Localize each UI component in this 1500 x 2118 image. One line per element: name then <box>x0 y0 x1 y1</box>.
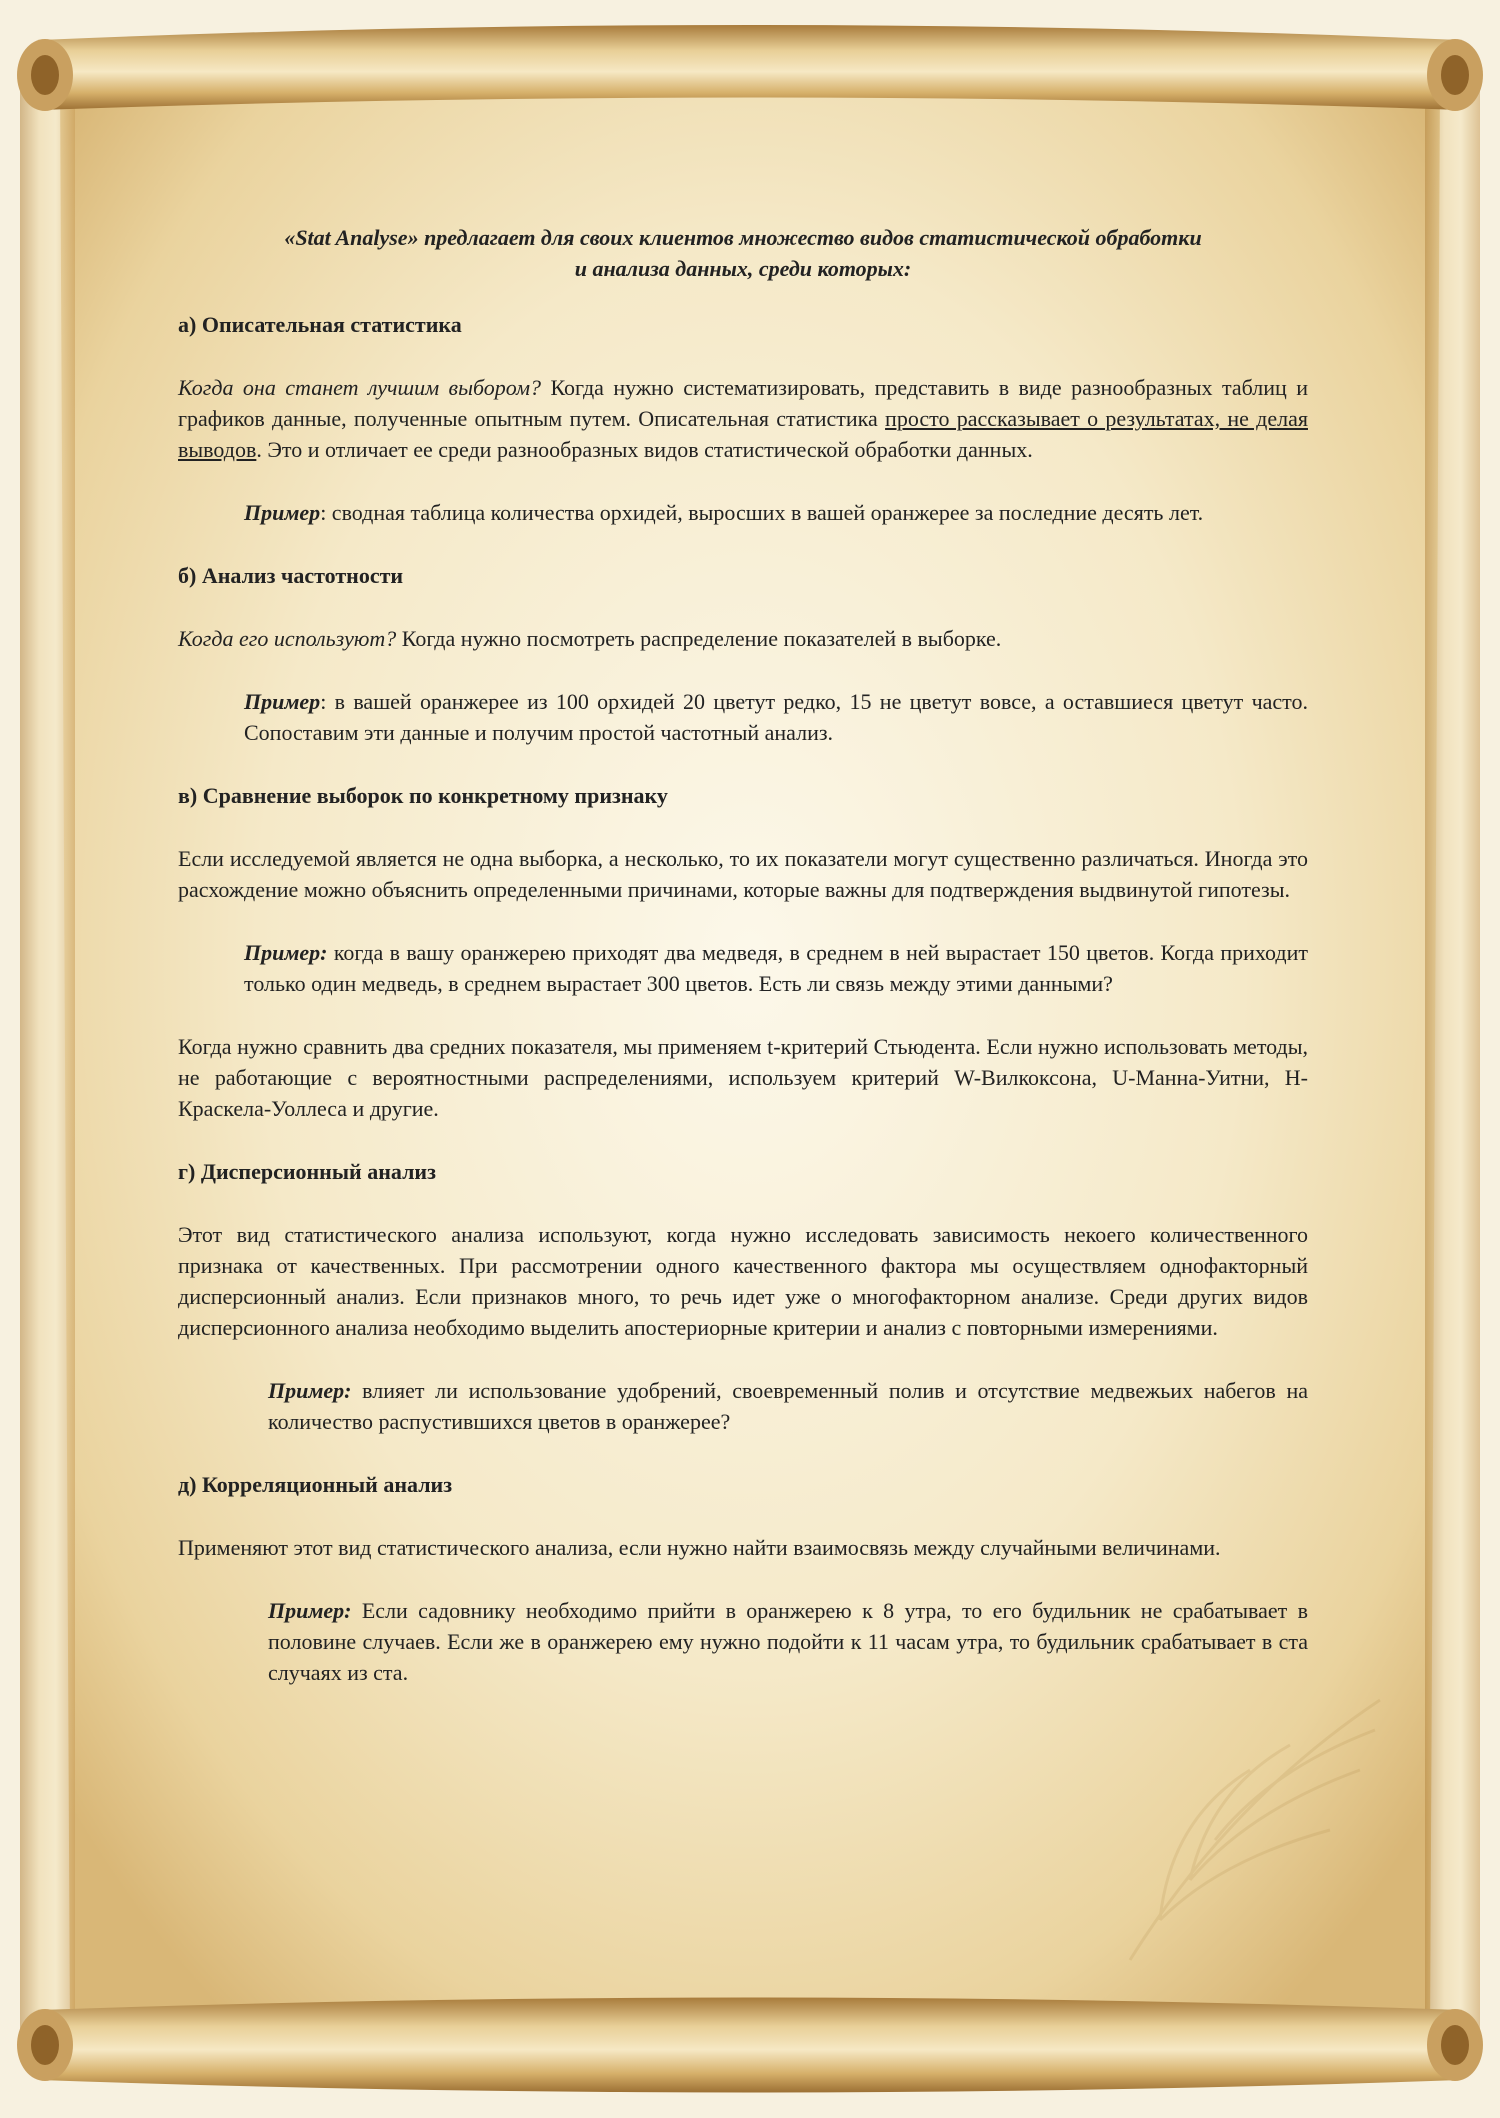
section-text-sample-comparison: Если исследуемой является не одна выборка, а несколько, то их показатели могут существенно различаться. Иногда это расхождение можно объяснить определенными причинами, которые важны для подтверждения выдвинутой гипотезы. <box>178 846 1308 902</box>
section-heading-variance: г) Дисперсионный анализ <box>178 1159 436 1184</box>
example-text: Если садовнику необходимо прийти в оранжерею к 8 утра, то его будильник не срабатывает в половине случаев. Если же в оранжерею ему нужно подойти к 11 часам утра, то будильник срабатывает в ста случаях из ста. <box>268 1598 1308 1685</box>
section-heading-sample-comparison: в) Сравнение выборок по конкретному признаку <box>178 783 668 808</box>
example-label: Пример: <box>268 1598 352 1623</box>
example-sample-comparison <box>244 937 1308 999</box>
body-text: . Это и отличает ее среди разнообразных видов статистической обработки данных. <box>256 437 1033 462</box>
intro-heading <box>178 222 1308 284</box>
body-text: Когда нужно систематизировать, представить в виде разнообразных таблиц и графиков данные, полученные опытным путем. Описательная статистика <box>178 375 1309 431</box>
body-text: Когда нужно посмотреть распределение показателей в выборке. <box>396 626 1002 651</box>
example-text: когда в вашу оранжерею приходят два медведя, в среднем в ней вырастает 150 цветов. Когда приходит только один медведь, в среднем вырастает 300 цветов. Есть ли связь между этими данными? <box>244 940 1308 996</box>
section-text-descriptive <box>178 372 1308 465</box>
section-heading-descriptive: а) Описательная статистика <box>178 312 462 337</box>
example-label: Пример <box>244 500 321 525</box>
section-text-correlation: Применяют этот вид статистического анализа, если нужно найти взаимосвязь между случайными величинами. <box>178 1535 1221 1560</box>
section-text-sample-comparison-methods: Когда нужно сравнить два средних показателя, мы применяем t-критерий Стьюдента. Если нужно использовать методы, не работающие с вероятностными распределениями, используем критерий W-Вилкоксона, U-Манна-Уитни, H-Краскела-Уоллеса и другие. <box>178 1034 1308 1121</box>
example-frequency <box>244 686 1308 748</box>
document-body <box>178 222 1308 1720</box>
question-text: Когда его используют? <box>178 626 397 651</box>
intro-line-1: «Stat Analyse» предлагает для своих клиентов множество видов статистической обработки <box>284 225 1202 250</box>
section-heading-correlation: д) Корреляционный анализ <box>178 1472 453 1497</box>
section-text-frequency <box>178 623 1308 654</box>
example-correlation <box>268 1595 1308 1688</box>
example-text: : сводная таблица количества орхидей, выросших в вашей оранжерее за последние десять лет. <box>320 500 1204 525</box>
section-heading-frequency: б) Анализ частотности <box>178 563 404 588</box>
intro-line-2: и анализа данных, среди которых: <box>574 256 912 281</box>
underlined-text: просто рассказывает о результатах, не делая выводов <box>178 406 1308 462</box>
example-label: Пример: <box>244 940 328 965</box>
example-text: влияет ли использование удобрений, своевременный полив и отсутствие медвежьих набегов на количество распустившихся цветов в оранжерее? <box>268 1378 1308 1434</box>
example-descriptive <box>244 497 1308 528</box>
example-text: : в вашей оранжерее из 100 орхидей 20 цветут редко, 15 не цветут вовсе, а оставшиеся цветут часто. Сопоставим эти данные и получим простой частотный анализ. <box>244 689 1308 745</box>
section-text-variance: Этот вид статистического анализа используют, когда нужно исследовать зависимость некоего количественного признака от качественных. При рассмотрении одного качественного фактора мы осуществляем однофакторный дисперсионный анализ. Если признаков много, то речь идет уже о многофакторном анализе. Среди других видов дисперсионного анализа необходимо выделить апостериорные критерии и анализ с повторными измерениями. <box>178 1222 1308 1340</box>
example-variance <box>268 1375 1308 1437</box>
question-text: Когда она станет лучшим выбором? <box>178 375 541 400</box>
example-label: Пример <box>244 689 321 714</box>
example-label: Пример: <box>268 1378 352 1403</box>
